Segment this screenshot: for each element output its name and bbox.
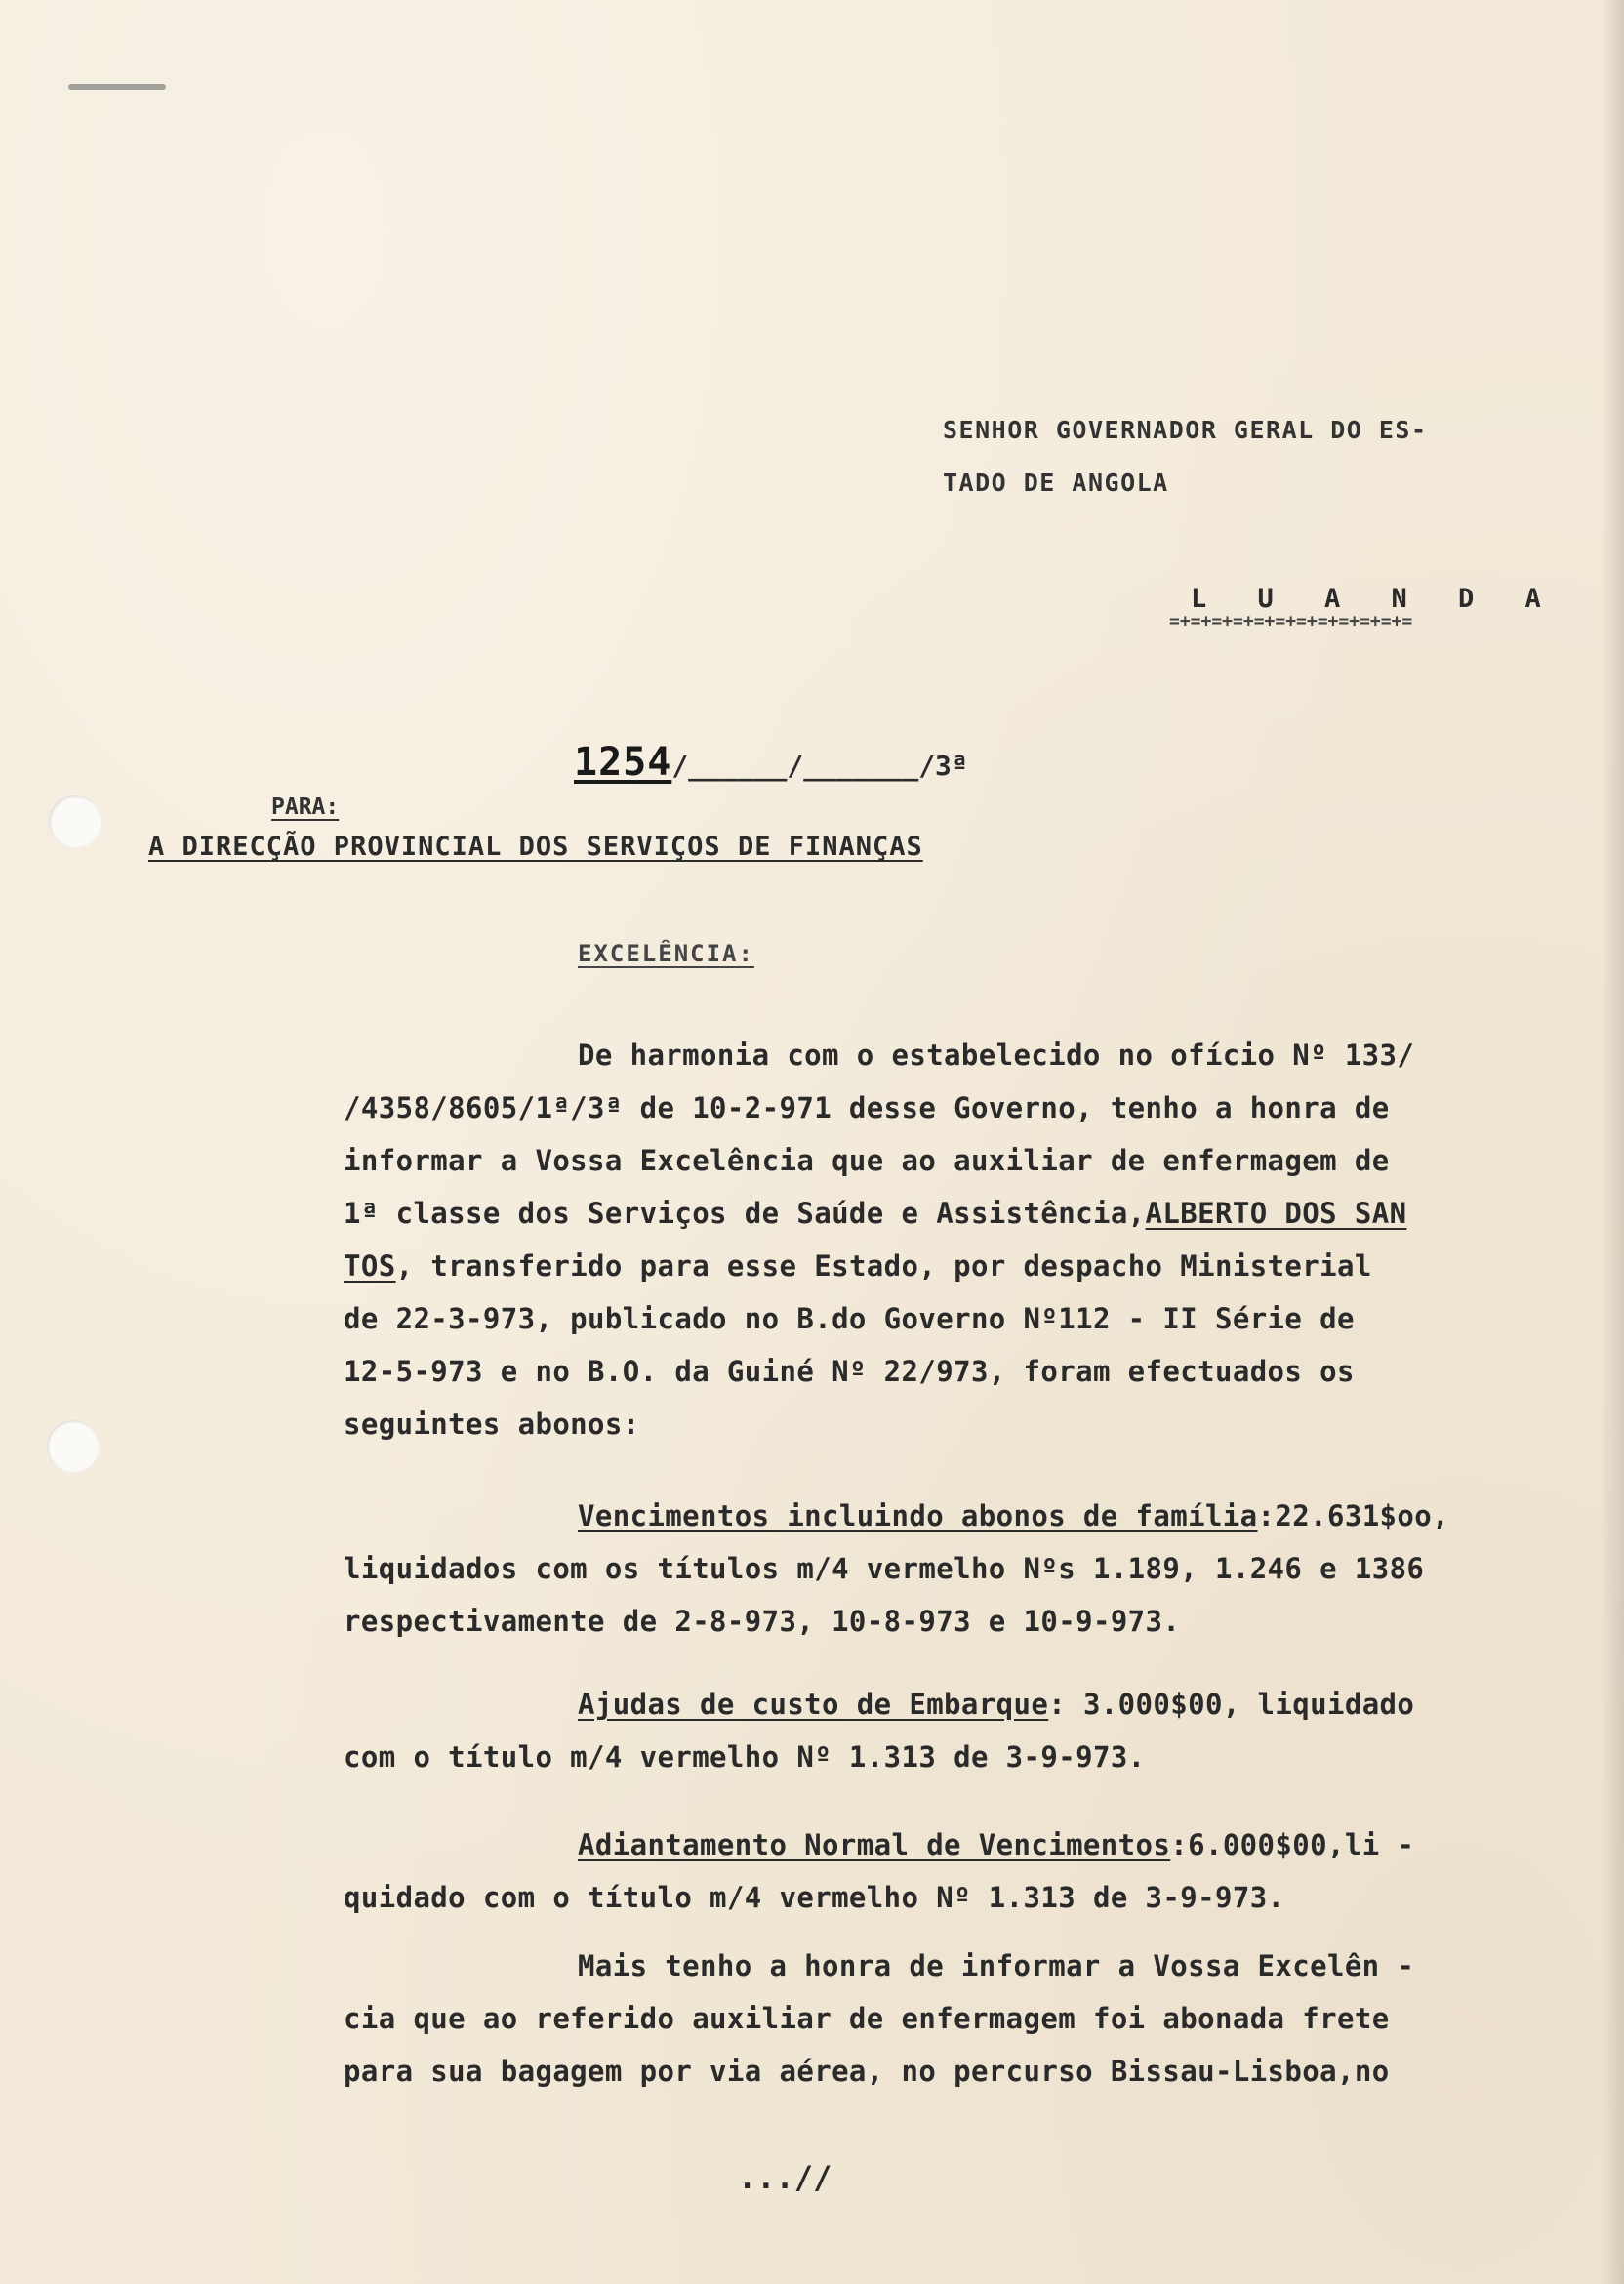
item-heading-salary: Vencimentos incluindo abonos de família [578,1499,1258,1532]
body-line: /4358/8605/1ª/3ª de 10-2-971 desse Governo, tenho a honra de [344,1091,1390,1124]
city-decoration: =+=+=+=+=+=+=+=+=+=+=+= [1169,611,1413,632]
body-text: , transferido para esse Estado, por despacho Ministerial [395,1249,1372,1283]
address-line-2: TADO DE ANGOLA [943,469,1169,497]
body-line: quidado com o título m/4 vermelho Nº 1.313 de 3-9-973. [344,1881,1285,1914]
body-line: para sua bagagem por via aérea, no percurso Bissau-Lisboa,no [344,2055,1390,2088]
body-line [578,1688,1414,1721]
body-line [344,1197,1406,1230]
paper-edge [1601,0,1624,2284]
item-amount-embark: : 3.000$00, liquidado [1048,1688,1415,1721]
continuation-mark: ...// [738,2159,832,2196]
body-line: de 22-3-973, publicado no B.do Governo Nº112 - II Série de [344,1302,1355,1335]
body-line: De harmonia com o estabelecido no ofício Nº 133/ [578,1039,1415,1072]
address-line-1: SENHOR GOVERNADOR GERAL DO ES- [943,416,1428,444]
body-line: 12-5-973 e no B.O. da Guiné Nº 22/973, foram efectuados os [344,1355,1355,1388]
person-name-part-1: ALBERTO DOS SAN [1145,1197,1407,1230]
punch-hole-bottom [47,1420,100,1473]
body-line [578,1828,1414,1861]
body-line: Mais tenho a honra de informar a Vossa Excelên - [578,1949,1415,1982]
reference-number: 1254 [574,740,672,785]
city-name: L U A N D A [1191,584,1559,614]
body-line [578,1499,1449,1532]
body-line: cia que ao referido auxiliar de enfermagem foi abonada frete [344,2002,1390,2035]
punch-hole-top [49,795,102,848]
body-text: 1ª classe dos Serviços de Saúde e Assistência, [344,1197,1146,1230]
recipient-name: A DIRECÇÃO PROVINCIAL DOS SERVIÇOS DE FINANÇAS [148,832,923,862]
body-line: seguintes abonos: [344,1407,640,1441]
body-line: com o título m/4 vermelho Nº 1.313 de 3-9-973. [344,1740,1146,1774]
ink-mark [68,84,166,90]
body-line [344,1249,1372,1283]
item-heading-embark: Ajudas de custo de Embarque [578,1688,1049,1721]
body-line: liquidados com os títulos m/4 vermelho Nºs 1.189, 1.246 e 1386 [344,1552,1425,1585]
reference-line [574,740,968,785]
para-label: PARA: [271,795,340,820]
body-line: informar a Vossa Excelência que ao auxiliar de enfermagem de [344,1144,1390,1177]
body-line: respectivamente de 2-8-973, 10-8-973 e 10-9-973. [344,1605,1181,1638]
reference-blanks: /______/_______/3ª [671,750,968,782]
item-heading-advance: Adiantamento Normal de Vencimentos [578,1828,1171,1861]
salutation: EXCELÊNCIA: [578,940,754,967]
item-amount-salary: :22.631$oo, [1257,1499,1449,1532]
person-name-part-2: TOS [344,1249,396,1283]
item-amount-advance: :6.000$00,li - [1170,1828,1415,1861]
